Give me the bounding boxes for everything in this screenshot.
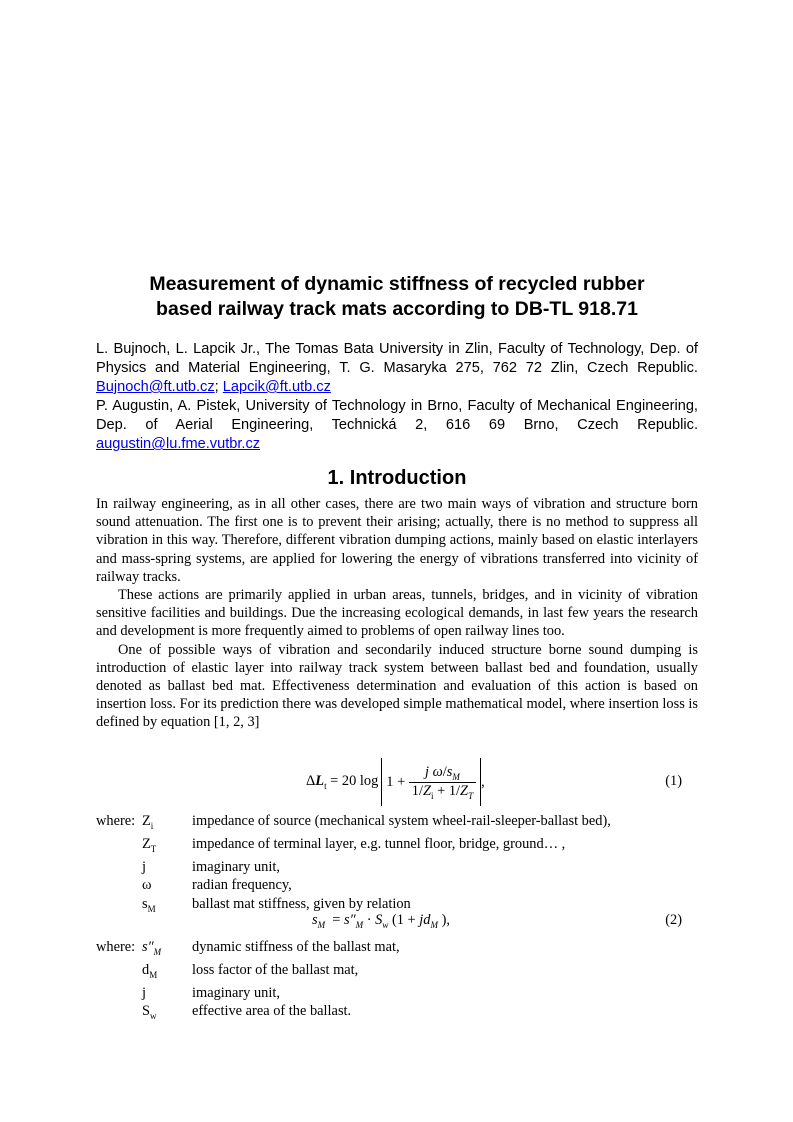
where-label: where: (96, 813, 136, 829)
equation-2-number: (2) (665, 912, 682, 928)
definitions-1 (96, 812, 698, 918)
def-symbol: j (142, 859, 146, 876)
def-symbol: Z (142, 813, 151, 829)
definition-row (96, 984, 698, 1002)
equation-1 (96, 758, 698, 806)
definition-row (96, 961, 698, 984)
equation-2 (96, 912, 698, 932)
equation-1-number: (1) (665, 773, 682, 789)
def-subscript: i (150, 820, 154, 831)
author-affiliation-1 (96, 340, 698, 397)
def-subscript: M (147, 903, 156, 914)
def-text: imaginary unit, (192, 859, 280, 876)
title-line-2: based railway track mats according to DB-TL 918.71 (156, 298, 638, 320)
definition-row (96, 938, 698, 961)
section-heading: 1. Introduction (327, 467, 467, 489)
def-text: ballast mat stiffness, given by relation (192, 895, 411, 912)
def-symbol: S (142, 1003, 151, 1020)
authors-1-text: L. Bujnoch, L. Lapcik Jr., The Tomas Bata University in Zlin, Faculty of Technology, Dep. of Physics and Material Engineering, T. G. Masaryka 275, 762 72 Zlin, Czech Republic. (96, 341, 698, 376)
definitions-2 (96, 938, 698, 1025)
def-symbol: ω (142, 877, 152, 894)
where-label: where: (96, 939, 136, 955)
authors-2-text: P. Augustin, A. Pistek, University of Technology in Brno, Faculty of Mechanical Engineering, Dep. of Aerial Engineering, Technická 2, 616 69 Brno, Czech Republic. (96, 398, 698, 433)
paragraph-2: These actions are primarily applied in urban areas, tunnels, bridges, and in vicinity of vibration sensitive facilities and buildings. Due the increasing ecological demands, in last few years the research and development is more frequently aimed to problems of open railway lines too. (96, 587, 698, 640)
def-symbol: s (142, 895, 148, 912)
def-symbol: j (142, 985, 146, 1002)
def-subscript: M (149, 969, 158, 980)
definition-row (96, 858, 698, 876)
title-line-1: Measurement of dynamic stiffness of recycled rubber (149, 273, 645, 295)
email-link-augustin[interactable]: augustin@lu.fme.vutbr.cz (96, 436, 261, 452)
def-subscript: w (150, 1011, 157, 1022)
def-symbol: s″ (142, 939, 154, 955)
def-text: dynamic stiffness of the ballast mat, (192, 939, 400, 955)
def-text: imaginary unit, (192, 985, 280, 1002)
def-subscript: T (150, 843, 157, 854)
def-text: loss factor of the ballast mat, (192, 962, 359, 979)
equation-1-formula: $\Delta L_t = 20$ log 1 + $\frac{j \omega/s_M}{1/Z_i + 1/Z_T}$ , (306, 758, 485, 806)
definition-row (96, 876, 698, 894)
author-affiliation-2 (96, 397, 698, 454)
definition-row (96, 835, 698, 858)
def-symbol: Z (142, 836, 151, 853)
paragraph-3: One of possible ways of vibration and secondarily induced structure borne sound dumping is introduction of elastic layer into railway track system between ballast bed and foundation, usually denoted as ballast bed mat. Effectiveness determination and evaluation of this action is based on insertion loss. For its prediction there was developed simple mathematical model, where insertion loss is defined by equation [1, 2, 3] (96, 641, 698, 731)
equation-2-formula: $s_M = s''_M \cdot S_w$ ($1 + jd_M$ ), (312, 912, 450, 930)
def-text: impedance of terminal layer, e.g. tunnel floor, bridge, ground… , (192, 836, 566, 853)
email-link-lapcik[interactable]: Lapcik@ft.utb.cz (222, 379, 331, 395)
def-text: radian frequency, (192, 877, 292, 894)
definition-row (96, 1002, 698, 1025)
email-link-bujnoch[interactable]: Bujnoch@ft.utb.cz (96, 379, 215, 395)
def-text: effective area of the ballast. (192, 1003, 352, 1020)
paragraph-1: In railway engineering, as in all other cases, there are two main ways of vibration and structure born sound attenuation. The first one is to prevent their arising; actually, there is no method to suppress all vibration in this way. Therefore, different vibration dumping actions, mainly based on elastic interlayers and mass-spring systems, are applied for lowering the energy of vibrations transferred into vicinity of railway tracks. (96, 496, 698, 585)
def-text: impedance of source (mechanical system wheel-rail-sleeper-ballast bed), (192, 813, 611, 829)
def-symbol: d (142, 962, 150, 979)
author-block (96, 340, 698, 454)
def-subscript: M (153, 946, 162, 957)
introduction-body (96, 495, 698, 732)
email-separator: ; (214, 379, 219, 395)
definition-row (96, 812, 698, 835)
paper-title (96, 272, 698, 322)
